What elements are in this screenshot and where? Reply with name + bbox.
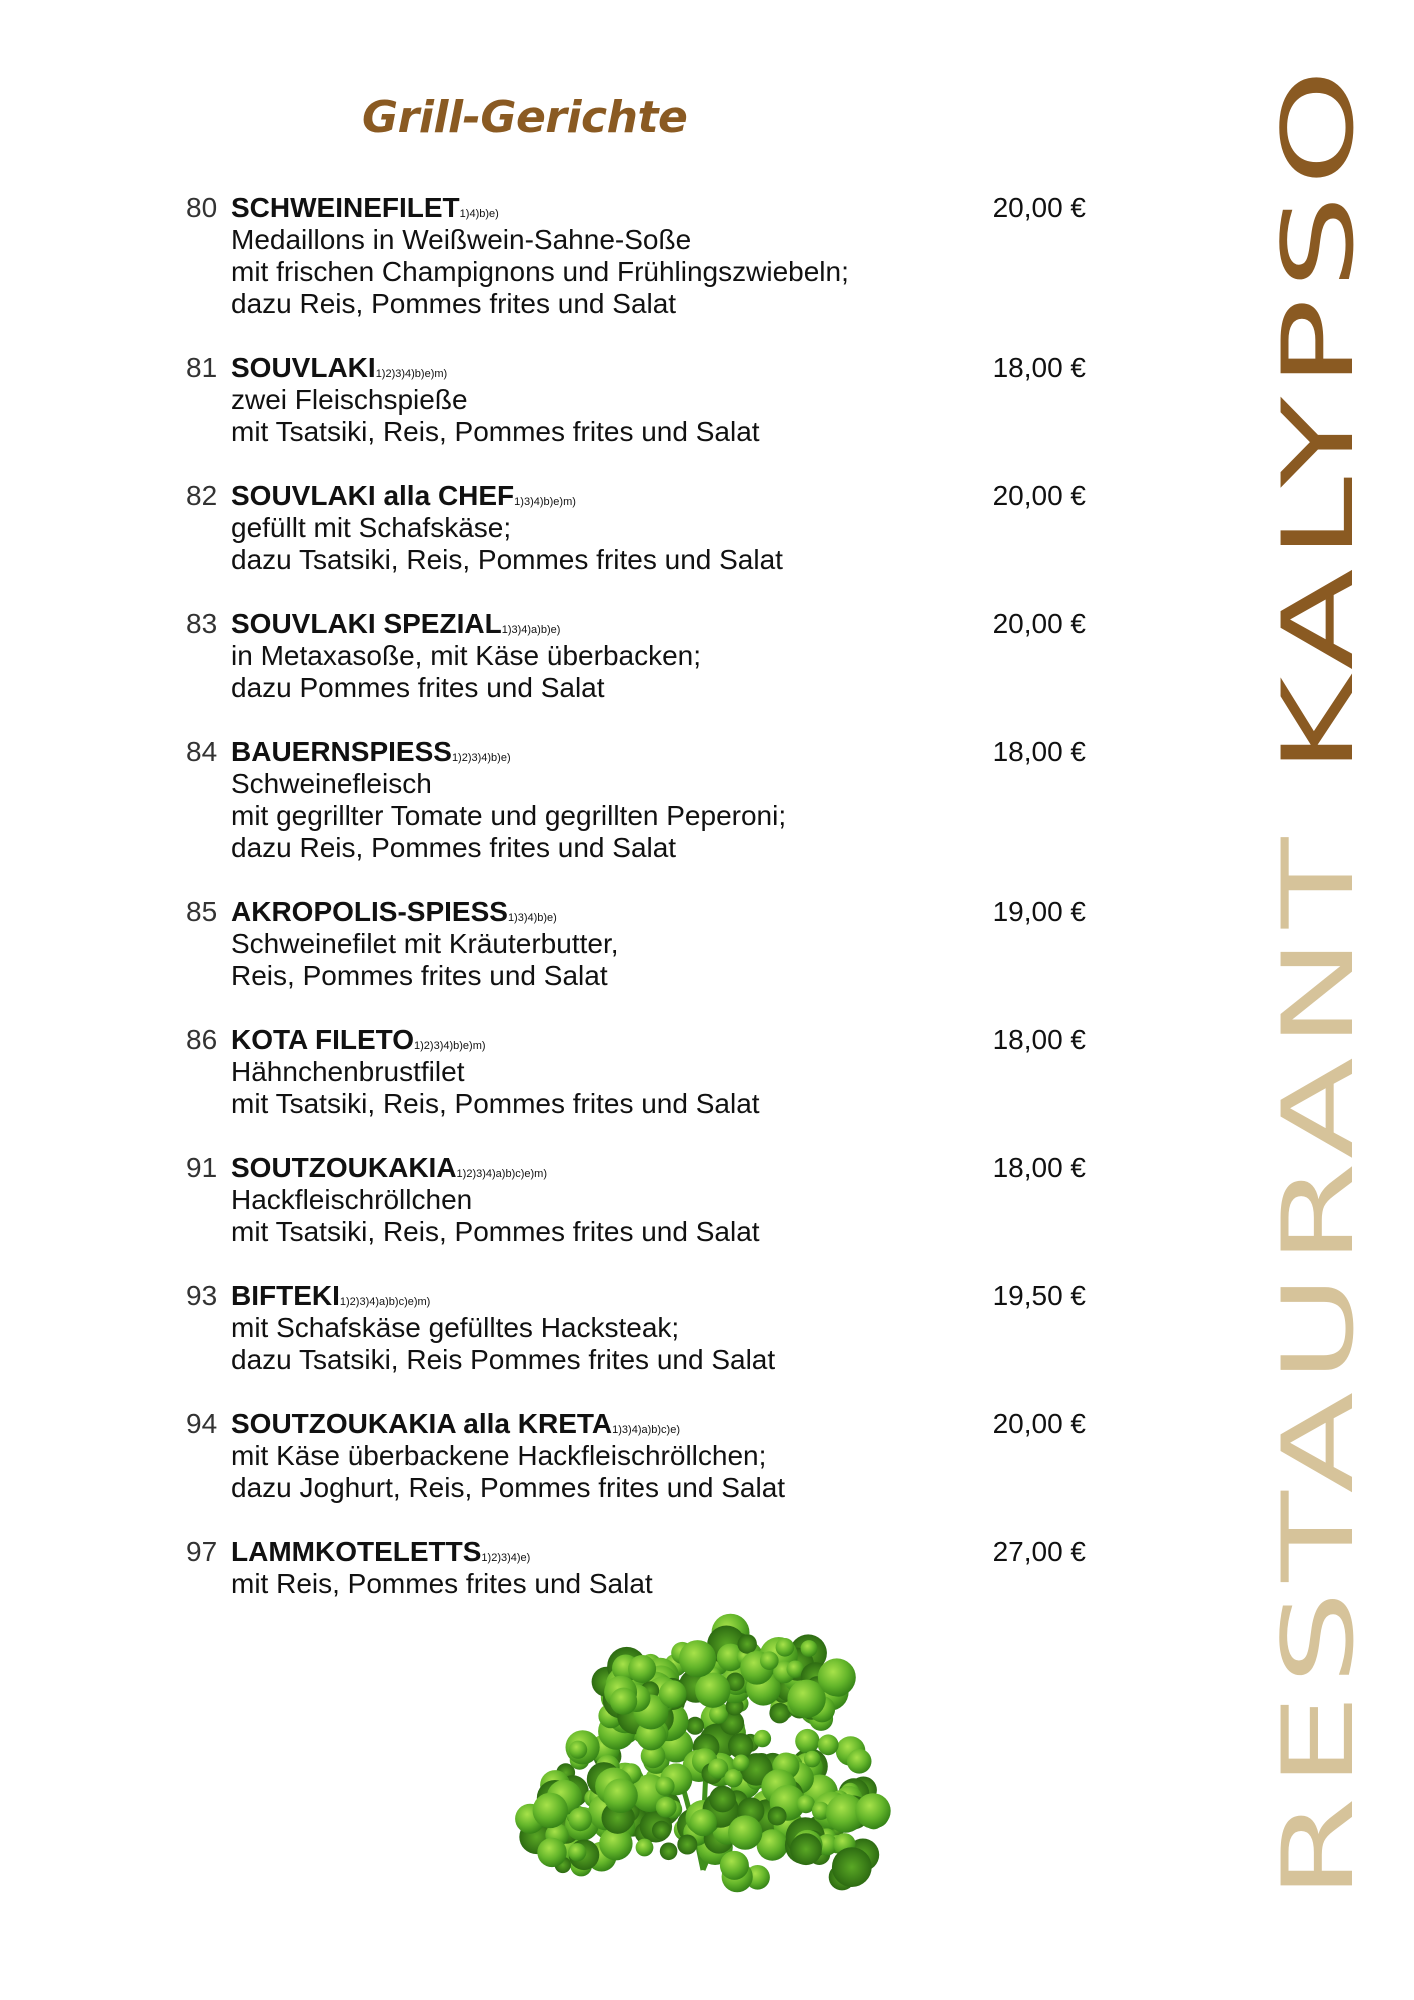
parsley-image xyxy=(488,1620,928,1890)
brand-vertical-svg xyxy=(1262,60,1376,1900)
parsley-leaf xyxy=(818,1658,856,1696)
menu-item xyxy=(186,608,1086,704)
item-allergens: 1)3)4)a)b)e) xyxy=(501,624,561,636)
parsley-leaf xyxy=(790,1833,822,1865)
item-allergens: 1)2)3)4)a)b)c)e)m) xyxy=(339,1296,431,1308)
item-description-line: mit Tsatsiki, Reis, Pommes frites und Salat xyxy=(231,416,760,447)
item-allergens: 1)2)3)4)b)e) xyxy=(451,752,511,764)
parsley-leaf xyxy=(533,1793,568,1828)
item-name: SOUVLAKI xyxy=(231,352,376,383)
item-allergens: 1)3)4)b)e)m) xyxy=(514,496,576,508)
parsley-leaf xyxy=(603,1779,637,1813)
parsley-leaf xyxy=(568,1808,592,1832)
item-price: 20,00 € xyxy=(992,608,1086,639)
item-number: 81 xyxy=(186,352,218,383)
item-description-line: gefüllt mit Schafskäse; xyxy=(231,512,512,543)
parsley-leaf xyxy=(610,1688,637,1715)
menu-item xyxy=(186,1024,1086,1120)
parsley-leaf xyxy=(720,1851,749,1880)
item-price: 20,00 € xyxy=(992,480,1086,511)
parsley-leaf xyxy=(776,1638,795,1657)
item-allergens: 1)4)b)e) xyxy=(459,208,499,220)
item-name: SOUVLAKI alla CHEF xyxy=(231,480,515,511)
parsley-leaf xyxy=(537,1838,566,1867)
menu-item xyxy=(186,1408,1086,1504)
item-name: BIFTEKI xyxy=(231,1280,340,1311)
item-description-line: mit Schafskäse gefülltes Hacksteak; xyxy=(231,1312,680,1343)
item-number: 86 xyxy=(186,1024,218,1055)
item-name: KOTA FILETO xyxy=(231,1024,415,1055)
item-description-line: dazu Tsatsiki, Reis Pommes frites und Salat xyxy=(231,1344,776,1375)
item-description-line: dazu Reis, Pommes frites und Salat xyxy=(231,832,677,863)
parsley-leaf xyxy=(738,1634,757,1653)
brand-word-kalypso: KALYPSO xyxy=(1262,302,1376,774)
item-description-line: zwei Fleischspieße xyxy=(231,384,468,415)
item-price: 18,00 € xyxy=(992,1024,1086,1055)
parsley-leaf xyxy=(855,1793,890,1828)
parsley-leaf xyxy=(659,1680,687,1708)
item-description-line: Schweinefleisch xyxy=(231,768,432,799)
parsley-leaf xyxy=(795,1729,819,1753)
item-allergens: 1)2)3)4)a)b)c)e)m) xyxy=(456,1168,548,1180)
menu-item xyxy=(186,896,1086,992)
parsley-leaf xyxy=(769,1703,790,1724)
item-number: 94 xyxy=(186,1408,218,1439)
menu-item xyxy=(186,1536,1086,1600)
parsley-leaf xyxy=(695,1673,730,1708)
parsley-leaf xyxy=(847,1749,872,1774)
menu-item xyxy=(186,192,1086,320)
parsley-leaf xyxy=(569,1741,587,1759)
parsley-leaf xyxy=(709,1786,736,1813)
parsley-leaf xyxy=(660,1843,678,1861)
item-name: SOUTZOUKAKIA alla KRETA xyxy=(231,1408,613,1439)
item-allergens: 1)3)4)a)b)c)e) xyxy=(612,1424,680,1436)
item-price: 19,00 € xyxy=(992,896,1086,927)
parsley-leaf xyxy=(568,1843,586,1861)
item-description-line: mit Reis, Pommes frites und Salat xyxy=(231,1568,653,1599)
item-name: SOUVLAKI SPEZIAL xyxy=(231,608,502,639)
item-allergens: 1)2)3)4)e) xyxy=(481,1552,531,1564)
parsley-icon xyxy=(488,1620,928,1890)
parsley-leaf xyxy=(801,1640,818,1657)
parsley-leaf xyxy=(733,1755,750,1772)
item-description-line: Medaillons in Weißwein-Sahne-Soße xyxy=(231,224,692,255)
brand-name-text xyxy=(1262,60,1376,1900)
item-description-line: mit Tsatsiki, Reis, Pommes frites und Salat xyxy=(231,1216,760,1247)
parsley-leaf xyxy=(768,1807,787,1826)
parsley-leaf xyxy=(636,1839,654,1857)
item-price: 18,00 € xyxy=(992,352,1086,383)
parsley-leaf xyxy=(686,1717,704,1735)
item-number: 82 xyxy=(186,480,218,511)
item-description-line: mit frischen Champignons und Frühlingszwiebeln; xyxy=(231,256,849,287)
item-number: 93 xyxy=(186,1280,218,1311)
item-description-line: dazu Joghurt, Reis, Pommes frites und Salat xyxy=(231,1472,786,1503)
page-title: Grill-Gerichte xyxy=(362,92,688,143)
item-description-line: mit Tsatsiki, Reis, Pommes frites und Salat xyxy=(231,1088,760,1119)
brand-word-restaurant: RESTAURANT xyxy=(1262,1192,1376,1900)
item-description-line: Schweinefilet mit Kräuterbutter, xyxy=(231,928,619,959)
item-number: 97 xyxy=(186,1536,218,1567)
item-number: 91 xyxy=(186,1152,218,1183)
parsley-leaf xyxy=(656,1797,677,1818)
item-number: 84 xyxy=(186,736,218,767)
item-description-line: Hackfleischröllchen xyxy=(231,1184,473,1215)
item-number: 80 xyxy=(186,192,218,223)
item-description-line: dazu Pommes frites und Salat xyxy=(231,672,605,703)
item-name: AKROPOLIS-SPIESS xyxy=(231,896,508,927)
brand-vertical xyxy=(1262,60,1376,1900)
parsley-leaf xyxy=(652,1821,671,1840)
parsley-leaf xyxy=(724,1769,742,1787)
menu-item xyxy=(186,1152,1086,1248)
item-price: 18,00 € xyxy=(992,1152,1086,1183)
parsley-leaf xyxy=(818,1734,839,1755)
parsley-leaf xyxy=(754,1730,771,1747)
item-price: 20,00 € xyxy=(992,192,1086,223)
parsley-leaf xyxy=(679,1640,716,1677)
item-description-line: mit Käse überbackene Hackfleischröllchen; xyxy=(231,1440,767,1471)
item-description-line: dazu Tsatsiki, Reis, Pommes frites und Salat xyxy=(231,544,783,575)
item-description-line: dazu Reis, Pommes frites und Salat xyxy=(231,288,677,319)
item-allergens: 1)2)3)4)b)e)m) xyxy=(414,1040,486,1052)
menu-item xyxy=(186,736,1086,864)
item-description-line: in Metaxasoße, mit Käse überbacken; xyxy=(231,640,702,671)
item-name: SOUTZOUKAKIA xyxy=(231,1152,457,1183)
item-description-line: Hähnchenbrustfilet xyxy=(231,1056,465,1087)
item-name: LAMMKOTELETTS xyxy=(231,1536,482,1567)
parsley-leaf xyxy=(677,1835,697,1855)
parsley-leaf xyxy=(760,1651,779,1670)
item-name: SCHWEINEFILET xyxy=(231,192,460,223)
item-price: 27,00 € xyxy=(992,1536,1086,1567)
menu-item xyxy=(186,480,1086,576)
parsley-leaf xyxy=(804,1751,821,1768)
menu-item xyxy=(186,352,1086,448)
item-price: 19,50 € xyxy=(992,1280,1086,1311)
item-name: BAUERNSPIESS xyxy=(231,736,452,767)
item-price: 18,00 € xyxy=(992,736,1086,767)
parsley-leaf xyxy=(728,1815,762,1849)
parsley-leaf xyxy=(628,1655,656,1683)
item-price: 20,00 € xyxy=(992,1408,1086,1439)
item-allergens: 1)3)4)b)e) xyxy=(507,912,557,924)
item-description-line: mit gegrillter Tomate und gegrillten Peperoni; xyxy=(231,800,787,831)
parsley-leaf xyxy=(655,1777,674,1796)
item-description-line: Reis, Pommes frites und Salat xyxy=(231,960,608,991)
item-number: 83 xyxy=(186,608,218,639)
parsley-leaf xyxy=(690,1809,717,1836)
parsley-leaf xyxy=(832,1847,872,1887)
item-number: 85 xyxy=(186,896,218,927)
menu-item xyxy=(186,1280,1086,1376)
item-allergens: 1)2)3)4)b)e)m) xyxy=(375,368,448,380)
